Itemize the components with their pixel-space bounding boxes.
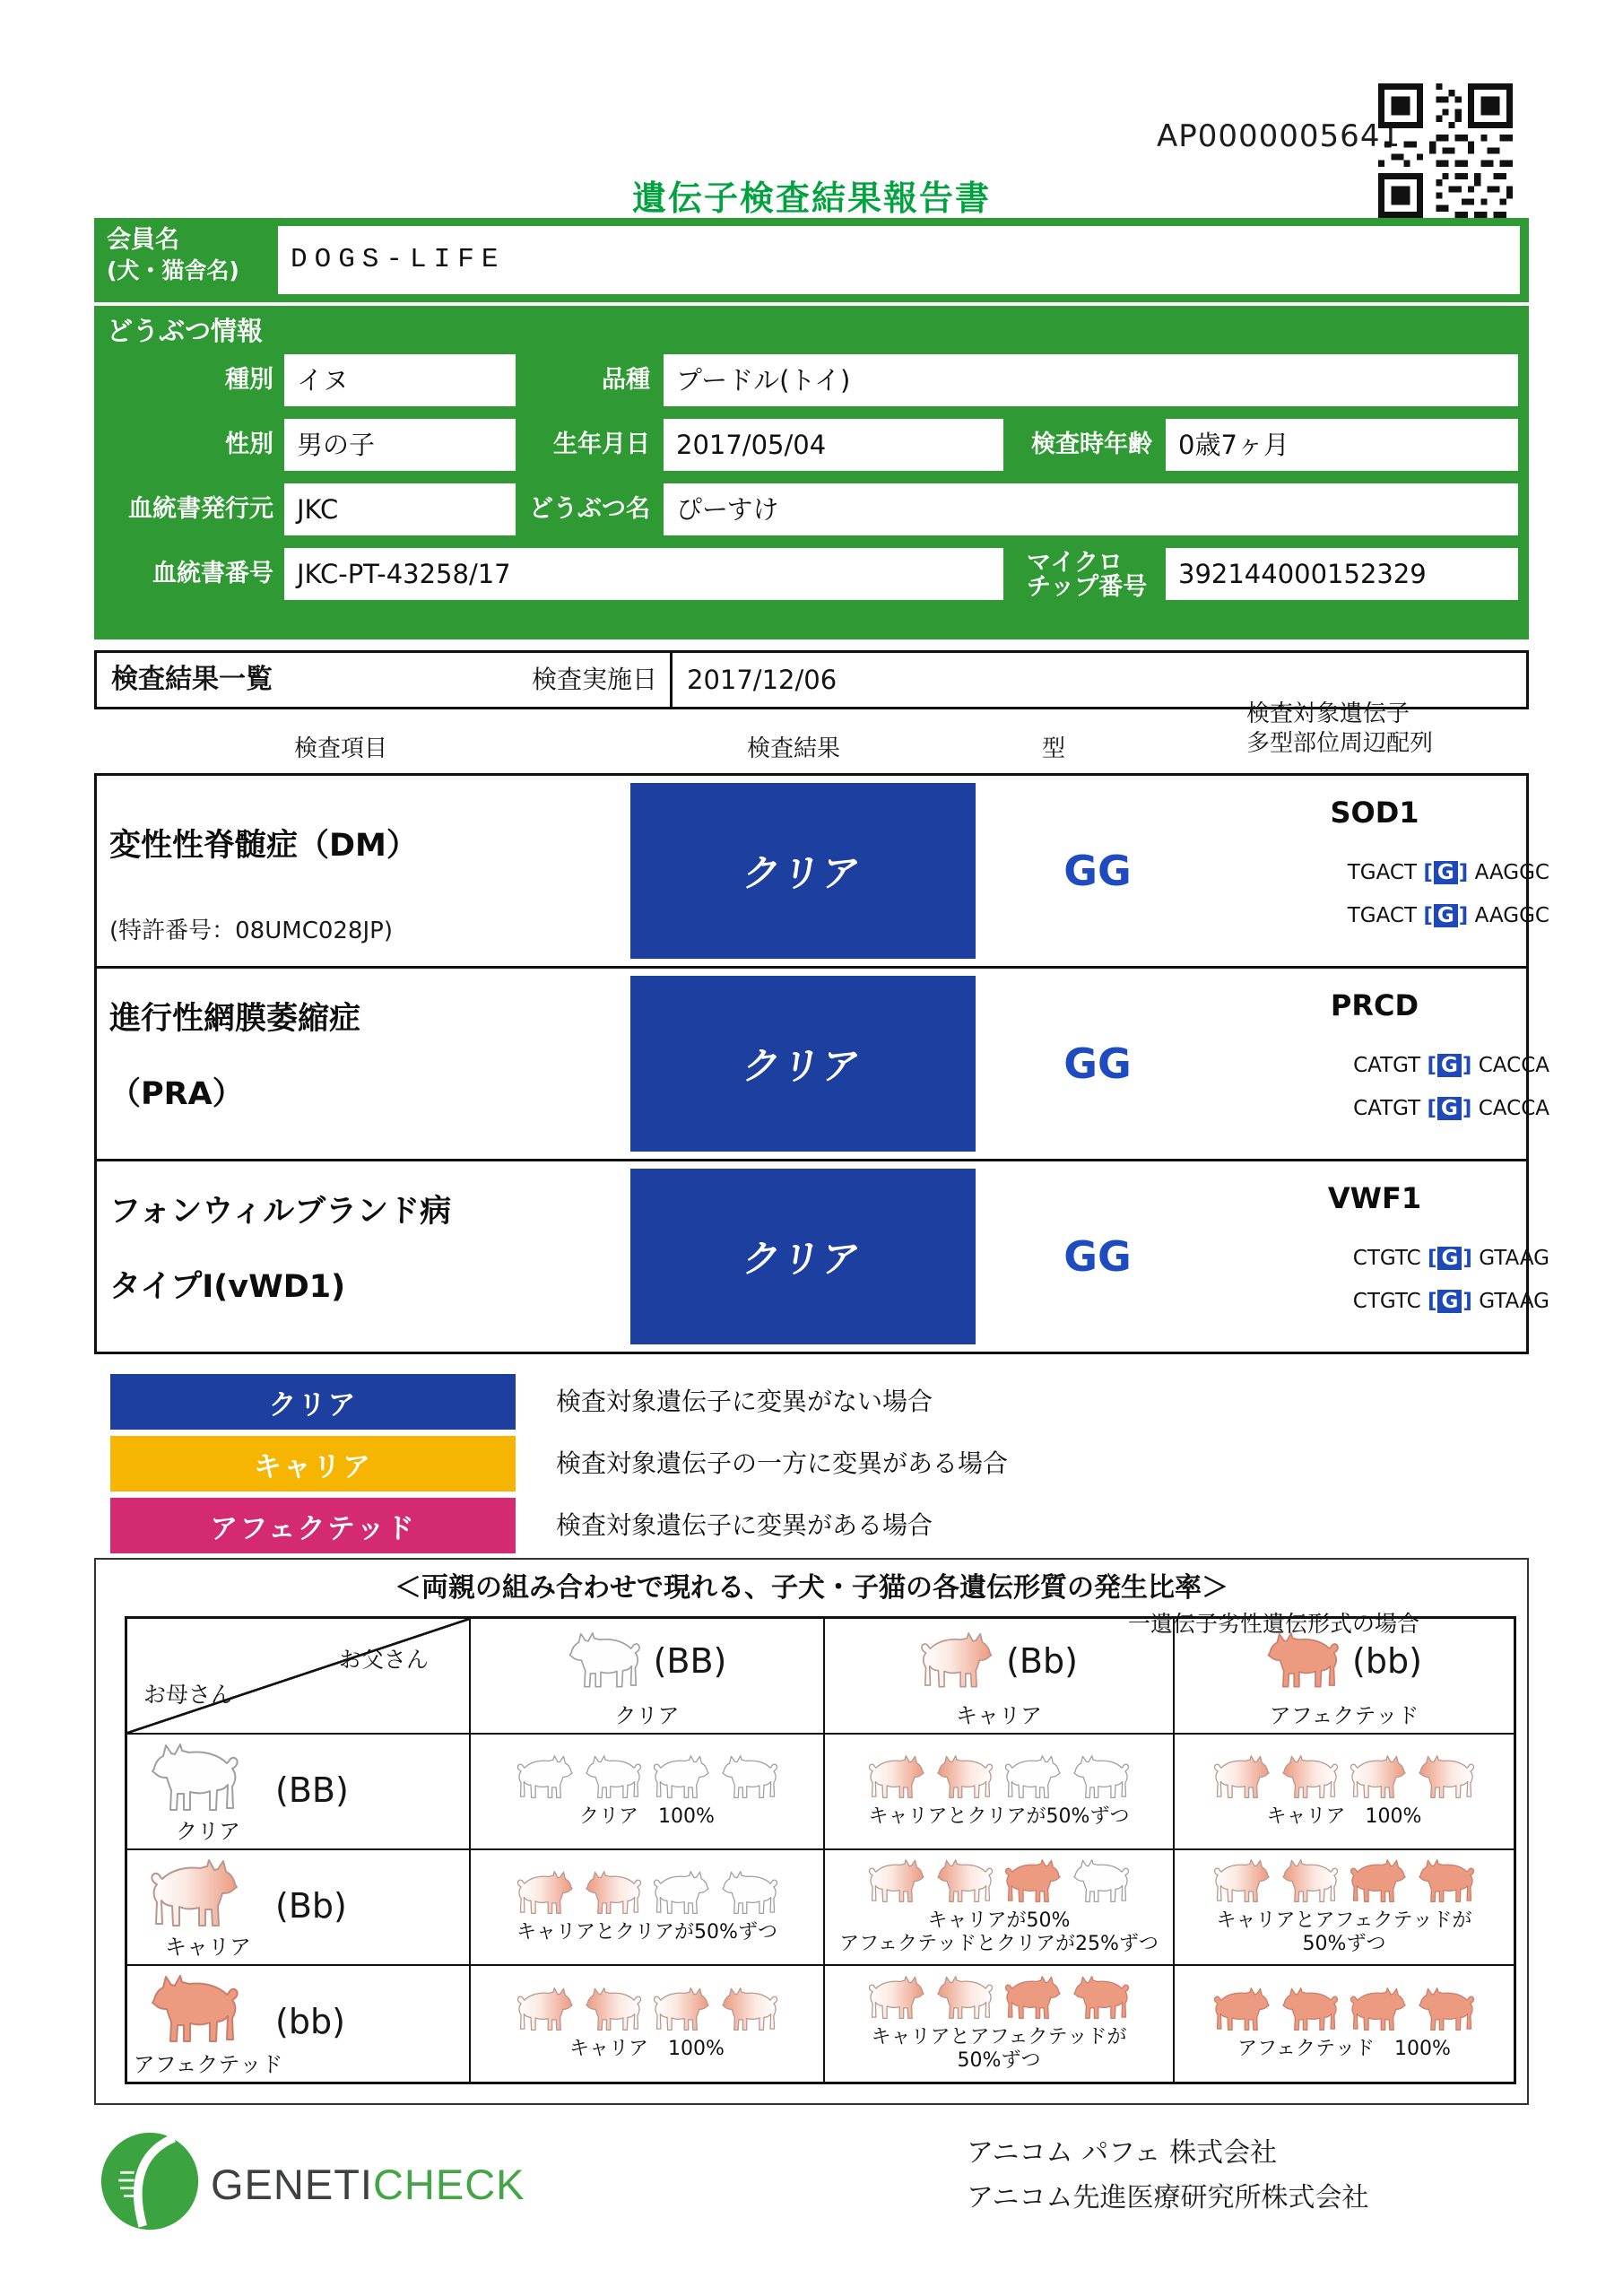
dog-clear-icon: [516, 1755, 574, 1800]
patent-note: (特許番号：08UMC028JP): [109, 918, 393, 944]
member-label-line1: 会員名: [107, 226, 179, 254]
matrix-cell-caption: クリア 100%: [579, 1805, 715, 1828]
test-date-value: 2017/12/06: [687, 665, 838, 695]
disease-name: 進行性網膜萎縮症: [109, 1001, 361, 1037]
pedigree-number-label: 血統書番号: [152, 560, 273, 587]
dog-affected-icon: [1213, 1987, 1271, 2032]
dog-clear-icon: [1072, 1859, 1130, 1904]
dog-carrier-icon: [936, 1859, 994, 1904]
matrix-row-header-bb: [127, 1735, 471, 1850]
dog-clear-icon: [721, 1871, 778, 1916]
geneticheck-wordmark: [211, 2160, 525, 2209]
column-header-gene-line1: 検査対象遺伝子: [1246, 700, 1410, 727]
dog-affected-icon: [1350, 1987, 1407, 2032]
genotype-label: (bb): [1352, 1641, 1422, 1681]
pedigree-number-value: JKC-PT-43258/17: [284, 548, 1003, 600]
sex-value: 男の子: [284, 419, 516, 471]
dog-clear-icon: [653, 1755, 710, 1800]
microchip-value: 392144000152329: [1166, 548, 1518, 600]
sequence-block: [1249, 851, 1549, 937]
geneticheck-logo-icon: [98, 2129, 202, 2233]
dog-carrier-icon: [1213, 1755, 1271, 1800]
member-name-value: DOGS-LIFE: [278, 226, 1520, 294]
matrix-cell-caption: キャリアとアフェクテッドが 50%ずつ: [1216, 1909, 1472, 1955]
result-text: クリア: [740, 851, 865, 895]
microchip-label-line2: チップ番号: [1027, 573, 1148, 601]
legend-row-affected: [94, 1498, 1529, 1553]
pedigree-issuer-value: JKC: [284, 483, 516, 535]
dog-clear-icon: [721, 1755, 778, 1800]
sequence-line: CATGT [ G ] CACCA: [1353, 1054, 1549, 1077]
matrix-cell: [825, 1735, 1175, 1850]
sequence-line: CTGTC [ G ] GTAAG: [1352, 1247, 1549, 1270]
dog-carrier-icon: [150, 1859, 239, 1929]
result-badge: [630, 783, 976, 959]
dog-clear-icon: [568, 1632, 641, 1690]
sex-label: 性別: [225, 430, 273, 458]
wordmark-geneti: GENETI: [211, 2161, 373, 2208]
microchip-label: [1027, 548, 1161, 599]
matrix-cell: [825, 1966, 1175, 2082]
animal-name-value: ぴーすけ: [664, 483, 1518, 535]
result-badge: [630, 1169, 976, 1344]
dog-carrier-icon: [1418, 1755, 1475, 1800]
result-text: クリア: [740, 1044, 865, 1088]
inheritance-section: [94, 1558, 1529, 2105]
column-header-test-result: 検査結果: [746, 735, 840, 762]
age-at-test-label: 検査時年齢: [1031, 430, 1152, 458]
legend-desc-carrier: 検査対象遺伝子の一方に変異がある場合: [556, 1448, 1009, 1478]
dog-carrier-icon: [868, 1859, 925, 1904]
matrix-cell-caption: キャリアが50% アフェクテッドとクリアが25%ずつ: [839, 1909, 1159, 1955]
dog-affected-icon: [1418, 1987, 1475, 2032]
birthdate-value: 2017/05/04: [664, 419, 1003, 471]
dog-carrier-icon: [868, 1755, 925, 1800]
status-label: アフェクテッド: [133, 2052, 283, 2077]
breed-value: プードル(トイ): [664, 354, 1518, 406]
matrix-col-header-bb-carrier: [825, 1619, 1175, 1735]
legend-row-carrier: [94, 1436, 1529, 1492]
dog-affected-icon: [1072, 1976, 1130, 2021]
result-badge: [630, 976, 976, 1152]
matrix-cell-caption: アフェクテッド 100%: [1237, 2037, 1451, 2060]
column-header-target-gene: [1246, 700, 1433, 759]
status-label: アフェクテッド: [1269, 1703, 1419, 1728]
sequence-line: TGACT [ G ] AAGGC: [1347, 904, 1549, 927]
matrix-row-header-bb-carrier: [127, 1850, 471, 1966]
dog-carrier-icon: [1281, 1859, 1339, 1904]
legend-desc-affected: 検査対象遺伝子に変異がある場合: [556, 1510, 933, 1540]
age-at-test-value: 0歳7ヶ月: [1166, 419, 1518, 471]
species-label: 種別: [225, 366, 273, 394]
dog-affected-icon: [1004, 1976, 1062, 2021]
legend-badge-affected: アフェクテッド: [110, 1498, 516, 1553]
results-list-title: 検査結果一覧: [111, 664, 273, 695]
column-header-type: 型: [1041, 735, 1065, 762]
genotype-label: (bb): [275, 2002, 345, 2041]
sequence-block: [1249, 1237, 1549, 1323]
genotype-label: (BB): [275, 1770, 349, 1810]
dog-carrier-icon: [653, 1987, 710, 2032]
inheritance-matrix-table: [125, 1616, 1516, 2084]
column-header-test-item: 検査項目: [293, 735, 387, 762]
page-title: 遺伝子検査結果報告書: [631, 178, 991, 218]
genotype-label: (BB): [653, 1641, 727, 1681]
dog-clear-icon: [1072, 1755, 1130, 1800]
birthdate-label: 生年月日: [553, 430, 650, 458]
matrix-col-header-bb-affected: [1175, 1619, 1514, 1735]
animal-info-panel: [94, 306, 1529, 639]
dog-carrier-icon: [936, 1755, 994, 1800]
wordmark-check: CHECK: [372, 2161, 525, 2208]
matrix-cell: [471, 1966, 825, 2082]
dog-carrier-icon: [585, 1987, 642, 2032]
disease-name-line2: タイプⅠ(vWD1): [109, 1269, 346, 1305]
matrix-cell-caption: キャリアとクリアが50%ずつ: [516, 1920, 777, 1944]
sequence-line: CTGTC [ G ] GTAAG: [1352, 1290, 1549, 1313]
matrix-col-header-bb: [471, 1619, 825, 1735]
matrix-cell-caption: キャリア 100%: [1266, 1805, 1422, 1828]
results-table: [94, 773, 1549, 1354]
dog-carrier-icon: [868, 1976, 925, 2021]
breed-label: 品種: [602, 366, 650, 394]
gene-name: SOD1: [1330, 796, 1419, 830]
dog-carrier-icon: [516, 1871, 574, 1916]
animal-info-title: どうぶつ情報: [107, 316, 264, 346]
genotype-label: (Bb): [275, 1886, 347, 1926]
dog-clear-icon: [150, 1744, 239, 1813]
genotype-value: GG: [1063, 847, 1132, 895]
dog-clear-icon: [585, 1755, 642, 1800]
matrix-cell: [1175, 1850, 1514, 1966]
legend-badge-carrier: キャリア: [110, 1436, 516, 1492]
legend-row-clear: [94, 1374, 1529, 1430]
member-panel: [94, 218, 1529, 302]
dog-carrier-icon: [516, 1987, 574, 2032]
dog-affected-icon: [1004, 1859, 1062, 1904]
legend-badge-clear: クリア: [110, 1374, 516, 1430]
sequence-line: TGACT [ G ] AAGGC: [1347, 861, 1549, 884]
matrix-cell: [471, 1735, 825, 1850]
matrix-cell-caption: キャリアとアフェクテッドが 50%ずつ: [871, 2025, 1127, 2072]
inheritance-title: ＜両親の組み合わせで現れる、子犬・子猫の各遺伝形質の発生比率＞: [395, 1572, 1228, 1604]
company-name-1: アニコム パフェ 株式会社: [967, 2137, 1278, 2169]
matrix-cell: [471, 1850, 825, 1966]
status-label: クリア: [614, 1703, 680, 1728]
matrix-cell: [1175, 1735, 1514, 1850]
sequence-block: [1249, 1044, 1549, 1130]
genotype-value: GG: [1063, 1039, 1132, 1088]
species-value: イヌ: [284, 354, 516, 406]
legend-desc-clear: 検査対象遺伝子に変異がない場合: [556, 1387, 933, 1416]
member-label-line2: (犬・猫舎名): [107, 257, 239, 283]
dog-carrier-icon: [1350, 1755, 1407, 1800]
dog-carrier-icon: [920, 1632, 994, 1690]
dog-carrier-icon: [1213, 1859, 1271, 1904]
genotype-label: (Bb): [1006, 1641, 1078, 1681]
inheritance-subtitle: 一遺伝子劣性遺伝形式の場合: [1127, 1611, 1419, 1637]
dog-carrier-icon: [1281, 1755, 1339, 1800]
mother-label: お母さん: [143, 1682, 234, 1708]
dog-carrier-icon: [721, 1987, 778, 2032]
result-row-vwd: [97, 1159, 1549, 1352]
animal-name-label: どうぶつ名: [529, 495, 650, 523]
dog-carrier-icon: [585, 1871, 642, 1916]
result-row-dm: [97, 776, 1549, 966]
status-label: クリア: [176, 1819, 240, 1844]
result-text: クリア: [740, 1237, 865, 1281]
disease-name: 変性性脊髄症（DM）: [109, 828, 418, 864]
matrix-cell: [1175, 1966, 1514, 2082]
dog-affected-icon: [1418, 1859, 1475, 1904]
result-row-pra: [97, 966, 1549, 1159]
disease-name: フォンウィルブランド病: [109, 1194, 452, 1230]
matrix-row-header-bb-affected: [127, 1966, 471, 2082]
sequence-line: CATGT [ G ] CACCA: [1353, 1097, 1549, 1120]
microchip-label-line1: マイクロ: [1027, 549, 1123, 577]
dog-affected-icon: [1266, 1632, 1340, 1690]
matrix-cell: [825, 1850, 1175, 1966]
document-number: AP0000005641: [1157, 118, 1402, 154]
matrix-cell-caption: キャリアとクリアが50%ずつ: [868, 1805, 1130, 1828]
matrix-cell-caption: キャリア 100%: [569, 2037, 725, 2060]
test-date-label: 検査実施日: [531, 665, 657, 694]
dog-carrier-icon: [936, 1976, 994, 2021]
dog-affected-icon: [1350, 1859, 1407, 1904]
column-header-gene-line2: 多型部位周辺配列: [1246, 730, 1434, 757]
matrix-diagonal-cell: [127, 1619, 471, 1735]
gene-name: PRCD: [1330, 988, 1419, 1022]
company-name-2: アニコム先進医療研究所株式会社: [967, 2182, 1369, 2213]
dog-clear-icon: [653, 1871, 710, 1916]
dog-affected-icon: [1281, 1987, 1339, 2032]
disease-name-line2: （PRA）: [109, 1076, 244, 1112]
father-label: お父さん: [338, 1647, 429, 1673]
dog-clear-icon: [1004, 1755, 1062, 1800]
bar-divider: [670, 653, 673, 707]
pedigree-issuer-label: 血統書発行元: [128, 495, 273, 523]
member-name-label: [107, 225, 239, 286]
genotype-value: GG: [1063, 1232, 1132, 1281]
company-names: [967, 2131, 1369, 2221]
gene-name: VWF1: [1327, 1181, 1422, 1215]
status-label: キャリア: [165, 1935, 251, 1960]
dog-affected-icon: [150, 1975, 239, 2045]
status-label: キャリア: [956, 1703, 1042, 1728]
